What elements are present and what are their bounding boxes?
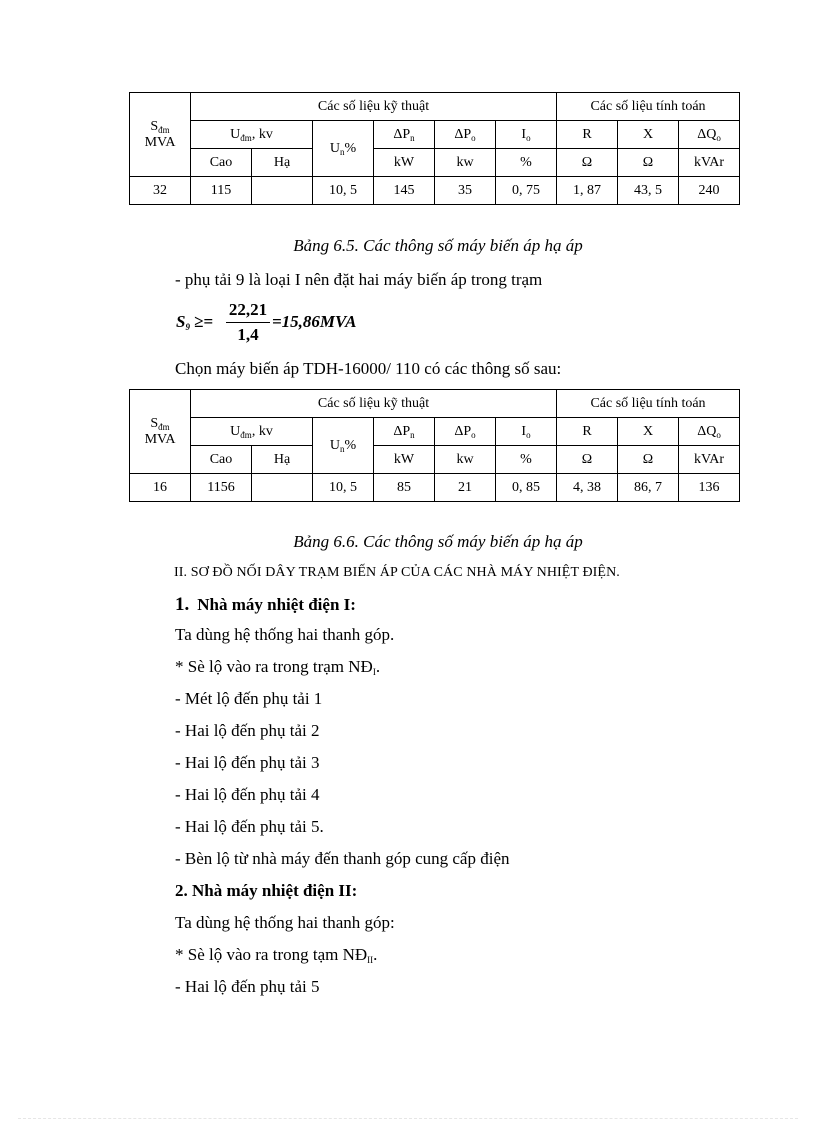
- table-cell: 10, 5: [313, 177, 374, 205]
- list-item: - Bèn lộ từ nhà máy đến thanh góp cung cấp điện: [175, 849, 510, 868]
- header-dpo: $\Delta P_o$: [435, 418, 496, 446]
- unit-percent: %: [496, 446, 557, 474]
- header-calculated-data: Các số liệu tính toán: [557, 93, 740, 121]
- unit-kvar: kVAr: [679, 149, 740, 177]
- table-cell: 145: [374, 177, 435, 205]
- table-cell: [252, 474, 313, 502]
- table-row: [130, 474, 740, 502]
- plant-1-title: Nhà máy nhiệt điện I:: [197, 595, 356, 614]
- unit-ohm: Ω: [557, 446, 618, 474]
- table-cell: 35: [435, 177, 496, 205]
- table-cell: 136: [679, 474, 740, 502]
- header-io: $I_o$: [496, 418, 557, 446]
- table-cell: 0, 85: [496, 474, 557, 502]
- list-item: - Hai lộ đến phụ tải 5: [175, 977, 320, 996]
- plant-2-feeders: * Sè lộ vào ra trong tạm $NĐ_{II}$.: [175, 945, 378, 965]
- table-cell: 115: [191, 177, 252, 205]
- unit-kvar: kVAr: [679, 446, 740, 474]
- list-item: - Hai lộ đến phụ tải 3: [175, 753, 320, 772]
- header-dpn: $\Delta P_n$: [374, 121, 435, 149]
- table-cell: 4, 38: [557, 474, 618, 502]
- table-cell: 16: [130, 474, 191, 502]
- table-cell: 0, 75: [496, 177, 557, 205]
- header-high-side: Cao: [191, 149, 252, 177]
- header-dqo: $\Delta Q_o$: [679, 121, 740, 149]
- header-short-circuit-voltage: $U_n\%$: [313, 121, 374, 177]
- transformer-table-6-5: [129, 92, 740, 205]
- section-heading: II. SƠ ĐỒ NỐI DÂY TRẠM BIẾN ÁP CỦA CÁC NHÀ MÁY NHIỆT ĐIỆN.: [174, 565, 620, 580]
- header-low-side: Hạ: [252, 446, 313, 474]
- header-x: X: [618, 121, 679, 149]
- plant-1-heading: [175, 594, 356, 616]
- formula-lhs: $S_9$ ≥=: [176, 312, 214, 332]
- table-cell: 1, 87: [557, 177, 618, 205]
- paragraph-load-9: - phụ tải 9 là loại I nên đặt hai máy biến áp trong trạm: [175, 270, 543, 289]
- unit-ohm: Ω: [618, 446, 679, 474]
- plant-1-feeders: * Sè lộ vào ra trong trạm $NĐ_I$.: [175, 657, 381, 677]
- table-cell: [252, 177, 313, 205]
- table-cell: 21: [435, 474, 496, 502]
- header-dqo: $\Delta Q_o$: [679, 418, 740, 446]
- table-caption-6-6: Bảng 6.6. Các thông số máy biến áp hạ áp: [293, 532, 583, 551]
- header-r: R: [557, 121, 618, 149]
- plant-1-number: 1.: [175, 594, 190, 615]
- unit-kw: kw: [435, 446, 496, 474]
- table-caption-6-5: Bảng 6.5. Các thông số máy biến áp hạ áp: [293, 236, 583, 255]
- unit-ohm: Ω: [557, 149, 618, 177]
- table-row: [130, 177, 740, 205]
- header-technical-data: Các số liệu kỹ thuật: [191, 390, 557, 418]
- unit-kw: kW: [374, 149, 435, 177]
- table-cell: 240: [679, 177, 740, 205]
- header-calculated-data: Các số liệu tính toán: [557, 390, 740, 418]
- unit-kw: kw: [435, 149, 496, 177]
- list-item: - Hai lộ đến phụ tải 2: [175, 721, 320, 740]
- table-cell: 1156: [191, 474, 252, 502]
- header-r: R: [557, 418, 618, 446]
- paragraph-choose-transformer: Chọn máy biến áp TDH-16000/ 110 có các thông số sau:: [175, 359, 562, 378]
- header-dpn: $\Delta P_n$: [374, 418, 435, 446]
- table-cell: 43, 5: [618, 177, 679, 205]
- plant-2-heading: 2. Nhà máy nhiệt điện II:: [175, 881, 358, 900]
- table-cell: 32: [130, 177, 191, 205]
- header-x: X: [618, 418, 679, 446]
- plant-1-intro: Ta dùng hệ thống hai thanh góp.: [175, 625, 395, 644]
- table-cell: 86, 7: [618, 474, 679, 502]
- header-rated-power: $S_{đm}$ MVA: [130, 390, 191, 474]
- table-cell: 85: [374, 474, 435, 502]
- list-item: - Hai lộ đến phụ tải 4: [175, 785, 320, 804]
- unit-kw: kW: [374, 446, 435, 474]
- power-formula: [176, 300, 396, 346]
- transformer-table-6-6: [129, 389, 740, 502]
- header-low-side: Hạ: [252, 149, 313, 177]
- unit-percent: %: [496, 149, 557, 177]
- formula-fraction: 22,21 1,4: [226, 300, 270, 345]
- page-footer-divider: [18, 1118, 798, 1119]
- plant-2-intro: Ta dùng hệ thống hai thanh góp:: [175, 913, 395, 932]
- formula-rhs: =15,86MVA: [272, 312, 357, 331]
- header-short-circuit-voltage: $U_n\%$: [313, 418, 374, 474]
- header-rated-power: $S_{đm}$ MVA: [130, 93, 191, 177]
- list-item: - Mét lộ đến phụ tải 1: [175, 689, 323, 708]
- table-cell: 10, 5: [313, 474, 374, 502]
- header-io: $I_o$: [496, 121, 557, 149]
- unit-ohm: Ω: [618, 149, 679, 177]
- list-item: - Hai lộ đến phụ tải 5.: [175, 817, 324, 836]
- header-dpo: $\Delta P_o$: [435, 121, 496, 149]
- header-technical-data: Các số liệu kỹ thuật: [191, 93, 557, 121]
- header-rated-voltage: $U_{đm}$, kv: [191, 121, 313, 149]
- header-high-side: Cao: [191, 446, 252, 474]
- header-rated-voltage: $U_{đm}$, kv: [191, 418, 313, 446]
